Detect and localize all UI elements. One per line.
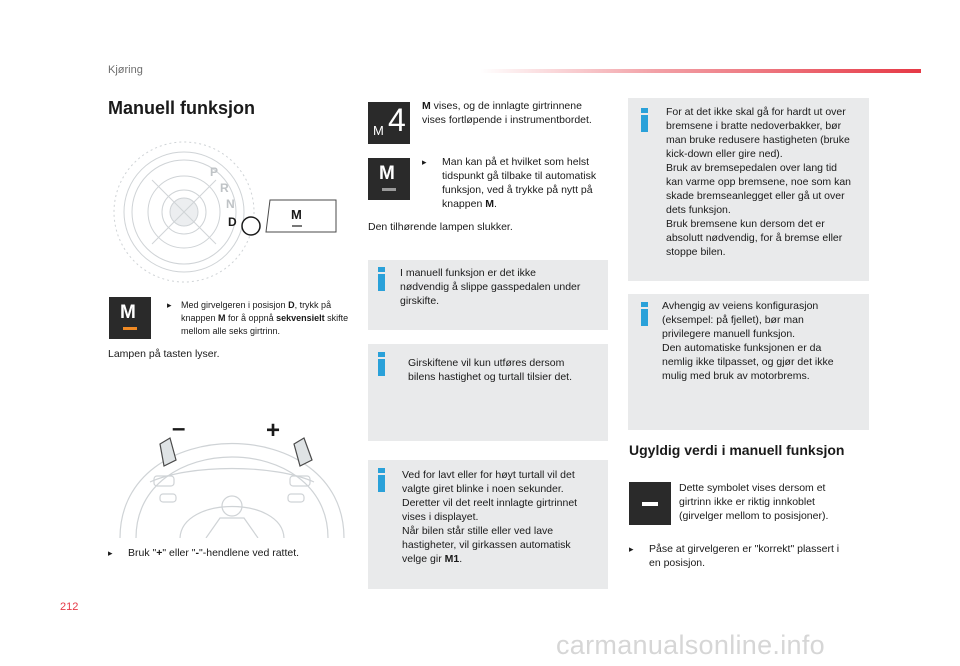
gear-knob-indicator <box>242 217 260 235</box>
info-box-brakes: For at det ikke skal gå for hardt ut over bremsene i bratte nedoverbakker, bør man bruke redusere hastigheten (bruke kick-down eller gire ned). Bruk av bremsepedalen over lang tid kan varme opp bremsene, noe som kan skade bremseanlegget eller gå ut over dets funksjon. Bruk bremsene kun dersom det er absolutt nødvendig, for å bremse eller stoppe bilen. <box>628 98 869 281</box>
gear-letter-r: R <box>220 181 229 195</box>
step-return-auto: ▸ Man kan på et hvilket som helst tidspunkt gå tilbake til automatisk funksjon, ved å trykke på nytt på knappen M. <box>422 156 597 210</box>
step-select-manual: ▸ Med girvelgeren i posisjon D, trykk på knappen M for å oppnå sekvensielt skifte mellom alle seks girtrinn. <box>167 300 349 336</box>
info-icon <box>378 267 385 291</box>
info-icon <box>641 108 648 132</box>
header-rule <box>480 69 921 73</box>
paddle-minus-label: – <box>172 415 186 442</box>
gear-letter-p: P <box>210 165 219 179</box>
info-icon <box>641 302 648 326</box>
gear-letter-d: D <box>228 215 237 229</box>
lamp-on-text: Lampen på tasten lyser. <box>108 348 220 360</box>
paddle-plus <box>294 438 312 466</box>
lamp-indicator-off <box>382 188 396 191</box>
steering-wheel-illustration <box>110 372 354 538</box>
section-title-invalid: Ugyldig verdi i manuell funksjon <box>629 442 845 458</box>
info-box-accelerator: I manuell funksjon er det ikke nødvendig å slippe gasspedalen under girskifte. <box>368 260 608 330</box>
watermark: carmanualsonline.info <box>556 630 825 660</box>
info-box-mountain: Avhengig av veiens konfigurasjon (eksempel: på fjellet), bør man privilegere manuell funksjon. Den automatiske funksjonen er da nemlig ikke tilpasset, og gjør det ikke mulig med bruk av motorbrems. <box>628 294 869 430</box>
info-box-rpm: Ved for lavt eller for høyt turtall vil det valgte giret blinke i noen sekunder. Deretter vil det reelt innlagte girtrinnet vises i displayet. Når bilen står stille eller ved lave hastigheter, vil girkassen automatisk velge gir M1. <box>368 460 608 589</box>
gear-m-button-label: M <box>291 207 302 222</box>
m-lamp-off-icon: M <box>368 158 410 200</box>
display-text: M vises, og de innlagte girtrinnene vises fortløpende i instrumentbordet. <box>422 100 592 126</box>
page-number: 212 <box>60 601 79 613</box>
gear-selector-illustration <box>112 140 344 284</box>
info-icon <box>378 352 385 376</box>
m-lamp-on-icon: M <box>109 297 151 339</box>
section-header: Kjøring <box>108 64 143 76</box>
display-gear-number: 4 <box>388 102 406 138</box>
lamp-off-text: Den tilhørende lampen slukker. <box>368 221 513 233</box>
step-use-paddles: ▸ Bruk "+" eller "-"-hendlene ved rattet. <box>108 547 300 559</box>
info-icon <box>378 468 385 492</box>
lamp-indicator-orange <box>123 327 137 330</box>
step-check-selector: ▸ Påse at girvelgeren er "korrekt" plassert i en posisjon. <box>629 543 840 569</box>
display-m-letter: M <box>373 123 384 138</box>
gear-letter-n: N <box>226 197 235 211</box>
paddle-plus-label: + <box>266 417 281 444</box>
section-title-manual: Manuell funksjon <box>108 98 256 118</box>
display-m4-icon <box>368 102 410 144</box>
invalid-symbol-text: Dette symbolet vises dersom et girtrinn ikke er riktig innkoblet (girvelger mellom to posisjoner). <box>679 482 829 522</box>
info-box-speed: Girskiftene vil kun utføres dersom bilens hastighet og turtall tilsier det. <box>368 344 608 441</box>
invalid-gear-symbol-icon <box>629 482 671 525</box>
